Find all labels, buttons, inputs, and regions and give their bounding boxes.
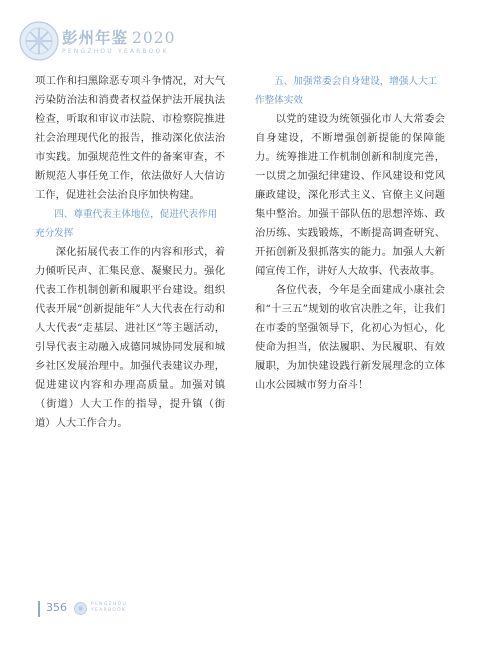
page-header <box>0 0 480 70</box>
yearbook-title <box>62 26 175 48</box>
footer-brand-line-1: PENGZHOU <box>91 602 128 607</box>
yearbook-year: 2020 <box>132 29 176 47</box>
yearbook-subtitle: PENGZHOU YEARBOOK <box>62 48 169 55</box>
body-paragraph: 各位代表，今年是全面建成小康社会和“十三五”规划的收官决胜之年，让我们在市委的坚强领导下，化初心为恒心，化使命为担当，依法履职、为民履职、有效履职，为加快建设践行新发展理念的立体山水公园城市努力奋斗！ <box>255 284 445 391</box>
footer-brand-line-2: YEARBOOK <box>91 608 127 613</box>
left-column <box>35 72 225 433</box>
body-paragraph: 以党的建设为统领强化市人大常委会自身建设，不断增强创新提能的保障能力。统筹推进工作机制创新和制度完善，一以贯之加强纪律建设、作风建设和党风廉政建设，深化形式主义、官僚主义问题集中整治。加强干部队伍的思想淬炼、政治历练、实践锻炼，不断提高调查研究、开拓创新及狠抓落实的能力。加强人大新闻宣传工作，讲好人大故事、代表故事。 <box>255 113 445 277</box>
body-paragraph: 深化拓展代表工作的内容和形式，着力倾听民声、汇集民意、凝聚民力。强化代表工作机制创新和履职平台建设。组织代表开展“创新提能年”人大代表在行动和人大代表“走基层、进社区”等主题活动，引导代表主动融入成德同城协同发展和城乡社区发展治理中。加强代表建议办理，促进建议内容和办理高质量。加强对镇（街道）人大工作的指导，提升镇（街道）人大工作合力。 <box>35 246 225 429</box>
section-heading-5: 五、加强常委会自身建设，增强人大工作整体实效 <box>255 76 438 106</box>
yearbook-emblem-small-icon <box>74 602 87 615</box>
body-paragraph: 项工作和扫黑除恶专项斗争情况，对大气污染防治法和消费者权益保护法开展执法检查，听取和审议市法院、市检察院推进社会治理现代化的报告，推动深化依法治市实践。加强规范性文件的备案审查，不断规范人事任免工作，依法做好人大信访工作，促进社会法治良序加快构建。 <box>35 75 225 201</box>
page-footer <box>0 596 480 636</box>
right-column <box>255 72 445 395</box>
page-number: 356 <box>46 601 67 614</box>
section-heading-4: 四、尊重代表主体地位，促进代表作用充分发挥 <box>35 209 218 239</box>
yearbook-emblem-icon <box>18 20 60 62</box>
footer-brand <box>91 602 127 614</box>
page-number-bar <box>38 601 40 617</box>
yearbook-name: 彭州年鉴 <box>62 28 129 47</box>
